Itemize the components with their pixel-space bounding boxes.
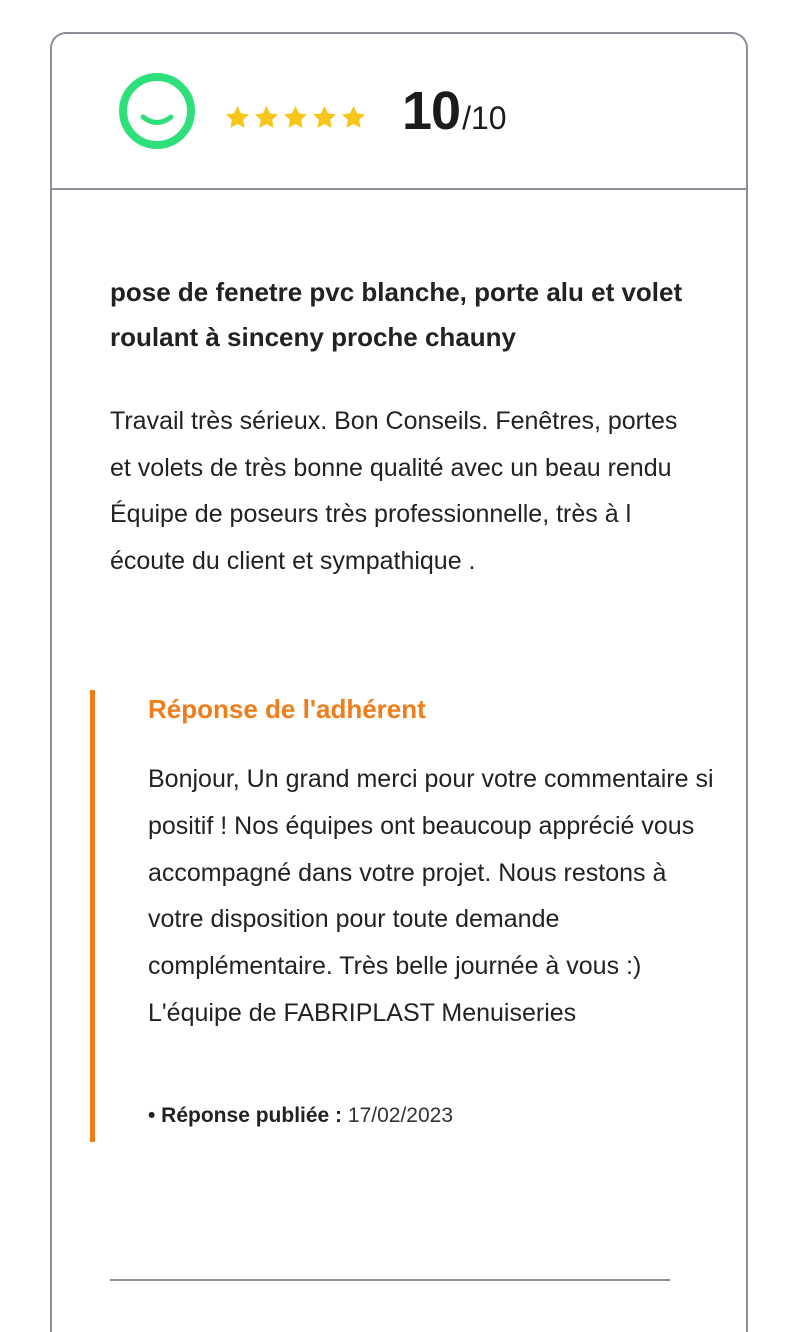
star-icon bbox=[224, 104, 251, 131]
review-title: pose de fenetre pvc blanche, porte alu et volet roulant à sinceny proche chauny bbox=[110, 277, 683, 352]
review-body: Travail très sérieux. Bon Conseils. Fenêtres, portes et volets de très bonne qualité avec un beau rendu Équipe de poseurs très professionnelle, très à l écoute du client et sympathique . bbox=[110, 407, 678, 575]
star-icon bbox=[253, 104, 280, 131]
score bbox=[402, 80, 507, 142]
reply-published bbox=[148, 1104, 453, 1128]
review-card bbox=[50, 32, 748, 1332]
reply-published-label: • Réponse publiée : bbox=[148, 1104, 343, 1127]
reply-published-date: 17/02/2023 bbox=[347, 1104, 453, 1127]
reply-body: Bonjour, Un grand merci pour votre commentaire si positif ! Nos équipes ont beaucoup apprécié vous accompagné dans votre projet. Nous restons à votre disposition pour toute demande complémentaire. Très belle journée à vous :) L'équipe de FABRIPLAST Menuiseries bbox=[148, 765, 714, 1027]
rating-header bbox=[52, 34, 746, 190]
member-reply bbox=[90, 690, 714, 1142]
happy-face-icon bbox=[118, 72, 196, 150]
score-max: /10 bbox=[462, 100, 507, 136]
star-icon bbox=[282, 104, 309, 131]
score-value: 10 bbox=[402, 81, 461, 141]
star-icon bbox=[311, 104, 338, 131]
divider bbox=[110, 1279, 670, 1281]
reply-title: Réponse de l'adhérent bbox=[148, 694, 426, 724]
star-icon bbox=[340, 104, 367, 131]
star-rating bbox=[224, 104, 367, 131]
